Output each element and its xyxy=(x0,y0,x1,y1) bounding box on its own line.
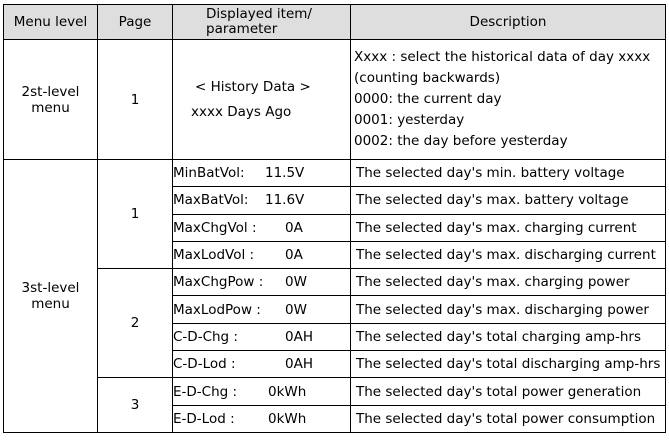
param-value: 0kWh xyxy=(268,410,307,427)
param-description: The selected day's min. battery voltage xyxy=(351,160,666,187)
table-row xyxy=(4,269,666,296)
param-value: 0kWh xyxy=(268,383,307,400)
level3-menu-level xyxy=(4,160,98,433)
param-cell xyxy=(173,405,351,432)
param-cell xyxy=(173,378,351,405)
header-item-line2: parameter xyxy=(206,21,278,37)
level2-description xyxy=(351,40,666,160)
header-item-line1: Displayed item/ xyxy=(206,6,312,22)
days-ago-label: xxxx Days Ago xyxy=(191,104,292,120)
param-name: MaxLodPow : xyxy=(173,301,261,318)
param-description: The selected day's max. battery voltage xyxy=(351,187,666,214)
header-page: Page xyxy=(98,5,173,40)
param-value: 11.6V xyxy=(265,192,305,209)
param-description: The selected day's max. discharging power xyxy=(351,296,666,323)
param-value: 0AH xyxy=(285,356,313,373)
param-value: 0W xyxy=(285,274,307,291)
param-name: MaxChgVol : xyxy=(173,219,257,236)
param-description: The selected day's total power generation xyxy=(351,378,666,405)
level3-page-2: 2 xyxy=(98,269,173,378)
param-value: 0W xyxy=(285,301,307,318)
header-row xyxy=(4,5,666,40)
header-description: Description xyxy=(351,5,666,40)
level2-desc-line: Xxxx : select the historical data of day xxxx xyxy=(354,49,651,65)
level2-desc-line: 0000: the current day xyxy=(354,91,502,107)
level2-desc-line: 0001: yesterday xyxy=(354,112,465,128)
param-cell xyxy=(173,323,351,350)
param-description: The selected day's max. discharging current xyxy=(351,241,666,268)
param-name: E-D-Chg : xyxy=(173,383,238,400)
menu-table xyxy=(3,4,666,433)
table-row xyxy=(4,160,666,187)
param-description: The selected day's max. charging current xyxy=(351,214,666,241)
param-cell xyxy=(173,241,351,268)
param-name: MaxLodVol : xyxy=(173,247,255,264)
level3-menu-level-line1: 3st-level xyxy=(21,279,80,296)
param-cell xyxy=(173,214,351,241)
level2-desc-line: 0002: the day before yesterday xyxy=(354,133,568,149)
param-value: 0AH xyxy=(285,328,313,345)
param-cell xyxy=(173,160,351,187)
param-cell xyxy=(173,351,351,378)
level3-menu-level-line2: menu xyxy=(31,295,70,312)
level3-page-3: 3 xyxy=(98,378,173,433)
param-description: The selected day's total power consumption xyxy=(351,405,666,432)
level2-menu-level-line1: 2st-level xyxy=(21,83,80,100)
param-cell xyxy=(173,296,351,323)
param-name: MaxChgPow : xyxy=(173,274,264,291)
param-name: MinBatVol: xyxy=(173,165,245,182)
param-value: 11.5V xyxy=(265,165,305,182)
level2-menu-level xyxy=(4,40,98,160)
level2-row xyxy=(4,40,666,160)
param-cell xyxy=(173,269,351,296)
header-displayed-item xyxy=(173,5,351,40)
param-description: The selected day's total discharging amp-hrs xyxy=(351,351,666,378)
param-value: 0A xyxy=(285,219,303,236)
param-description: The selected day's max. charging power xyxy=(351,269,666,296)
param-name: E-D-Lod : xyxy=(173,410,235,427)
level2-page: 1 xyxy=(98,40,173,160)
param-description: The selected day's total charging amp-hrs xyxy=(351,323,666,350)
level2-menu-level-line2: menu xyxy=(31,99,70,116)
param-name: C-D-Chg : xyxy=(173,328,238,345)
param-name: C-D-Lod : xyxy=(173,356,236,373)
level3-page-1: 1 xyxy=(98,160,173,269)
table-row xyxy=(4,378,666,405)
level2-desc-line: (counting backwards) xyxy=(354,70,501,86)
level2-item xyxy=(173,40,351,160)
param-value: 0A xyxy=(285,247,303,264)
header-menu-level: Menu level xyxy=(4,5,98,40)
param-name: MaxBatVol: xyxy=(173,192,249,209)
history-data-title: < History Data > xyxy=(195,79,311,95)
param-cell xyxy=(173,187,351,214)
